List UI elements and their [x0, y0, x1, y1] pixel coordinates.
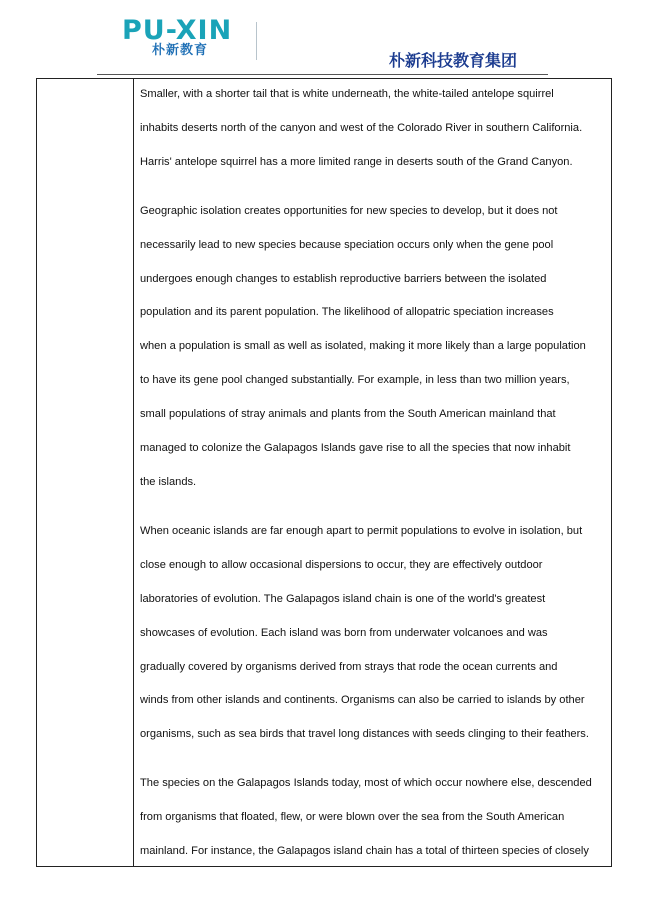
text-line: When oceanic islands are far enough apart to permit populations to evolve in isolation, but [140, 524, 583, 537]
text-line: winds from other islands and continents. Organisms can also be carried to islands by other [140, 694, 585, 707]
page-header [0, 0, 645, 78]
table-column-divider [133, 78, 134, 867]
text-line: when a population is small as well as isolated, making it more likely than a large population [140, 340, 586, 353]
text-line: Harris' antelope squirrel has a more limited range in deserts south of the Grand Canyon. [140, 155, 573, 168]
paragraph-3 [140, 515, 610, 752]
text-line: undergoes enough changes to establish reproductive barriers between the isolated [140, 272, 547, 285]
text-line: inhabits deserts north of the canyon and west of the Colorado River in southern California. [140, 121, 583, 134]
text-line: mainland. For instance, the Galapagos island chain has a total of thirteen species of closely [140, 845, 589, 858]
logo-subtitle: 朴新教育 [152, 43, 209, 58]
text-line: the islands. [140, 475, 197, 488]
header-rule [97, 74, 548, 75]
text-line: The species on the Galapagos Islands today, most of which occur nowhere else, descended [140, 777, 592, 790]
text-line: from organisms that floated, flew, or were blown over the sea from the South American [140, 811, 565, 824]
paragraph-4 [140, 767, 610, 869]
text-line: laboratories of evolution. The Galapagos island chain is one of the world's greatest [140, 592, 546, 605]
company-name: 朴新科技教育集团 [389, 51, 518, 70]
puxin-logo [122, 15, 262, 62]
text-line: Smaller, with a shorter tail that is white underneath, the white-tailed antelope squirrel [140, 88, 554, 100]
text-line: Geographic isolation creates opportunities for new species to develop, but it does not [140, 204, 558, 217]
logo-divider [256, 22, 257, 60]
text-line: to have its gene pool changed substantially. For example, in less than two million years, [140, 374, 570, 387]
paragraph-2 [140, 195, 610, 500]
text-line: showcases of evolution. Each island was born from underwater volcanoes and was [140, 626, 548, 639]
passage-text [140, 78, 610, 869]
text-line: gradually covered by organisms derived from strays that rode the ocean currents and [140, 660, 558, 673]
text-line: close enough to allow occasional dispersions to occur, they are effectively outdoor [140, 558, 543, 571]
text-line: necessarily lead to new species because speciation occurs only when the gene pool [140, 238, 554, 251]
text-line: managed to colonize the Galapagos Islands gave rise to all the species that now inhabit [140, 442, 571, 455]
text-line: population and its parent population. The likelihood of allopatric speciation increases [140, 306, 554, 319]
text-line: organisms, such as sea birds that travel long distances with seeds clinging to their feathers. [140, 728, 589, 741]
text-line: small populations of stray animals and plants from the South American mainland that [140, 408, 556, 421]
logo-text: PU-XIN [122, 15, 233, 46]
paragraph-1 [140, 78, 610, 180]
